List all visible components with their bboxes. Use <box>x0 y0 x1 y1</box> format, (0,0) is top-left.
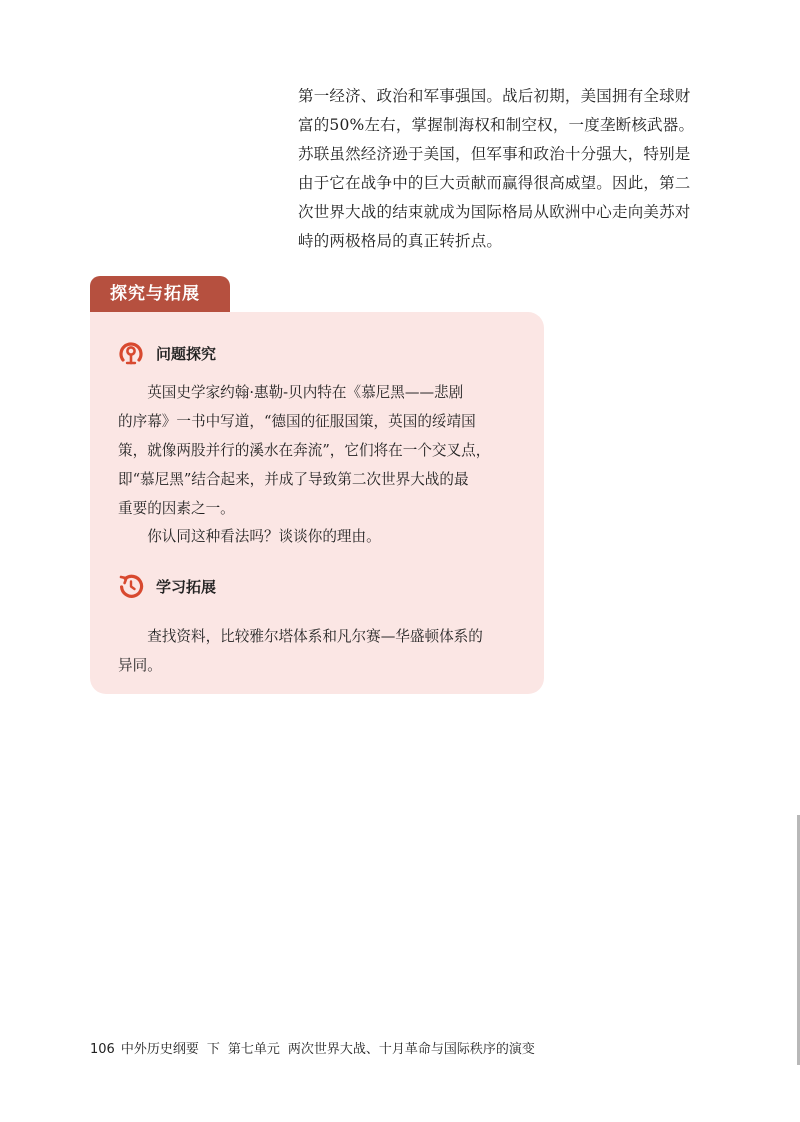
quote-line: 英国史学家约翰·惠勒-贝内特在《慕尼黑——悲剧 <box>147 384 464 401</box>
quote-line: 重要的因素之一。 <box>118 500 235 517</box>
page-number: 106 <box>90 1042 115 1057</box>
main-paragraph-line: 第一经济、政治和军事强国。战后初期，美国拥有全球财 <box>298 87 691 105</box>
quote-paragraph <box>118 378 518 523</box>
question-paragraph <box>118 522 518 551</box>
volume-label: 下 <box>206 1042 220 1057</box>
page-footer <box>90 1038 543 1057</box>
unit-label: 第七单元 <box>227 1042 280 1057</box>
main-paragraph <box>298 82 710 256</box>
quote-line: 的序幕》一书中写道，“德国的征服国策，英国的绥靖国 <box>118 413 476 430</box>
section-heading-label: 学习拓展 <box>156 577 217 596</box>
main-paragraph-line: 富的50%左右，掌握制海权和制空权，一度垄断核武器。 <box>298 116 695 134</box>
learning-paragraph <box>118 622 518 680</box>
book-title: 中外历史纲要 <box>120 1042 199 1057</box>
section-heading-label: 问题探究 <box>156 344 217 363</box>
main-paragraph-line: 峙的两极格局的真正转折点。 <box>298 232 503 250</box>
learning-extension-icon <box>118 573 144 599</box>
unit-title: 两次世界大战、十月革命与国际秩序的演变 <box>287 1042 535 1057</box>
learning-line: 异同。 <box>118 657 162 674</box>
quote-line: 策，就像两股并行的溪水在奔流”，它们将在一个交叉点， <box>118 442 491 459</box>
question-explore-icon <box>118 340 144 366</box>
section-learning-extension-heading <box>118 573 216 599</box>
main-paragraph-line: 次世界大战的结束就成为国际格局从欧洲中心走向美苏对 <box>298 203 691 221</box>
explore-box-tab: 探究与拓展 <box>90 276 230 312</box>
question-text: 你认同这种看法吗？谈谈你的理由。 <box>147 528 381 545</box>
section-question-explore-heading <box>118 340 216 366</box>
main-paragraph-line: 由于它在战争中的巨大贡献而赢得很高威望。因此，第二 <box>298 174 691 192</box>
main-paragraph-line: 苏联虽然经济逊于美国，但军事和政治十分强大，特别是 <box>298 145 691 163</box>
quote-line: 即“慕尼黑”结合起来，并成了导致第二次世界大战的最 <box>118 471 469 488</box>
learning-line: 查找资料，比较雅尔塔体系和凡尔赛—华盛顿体系的 <box>147 628 483 645</box>
